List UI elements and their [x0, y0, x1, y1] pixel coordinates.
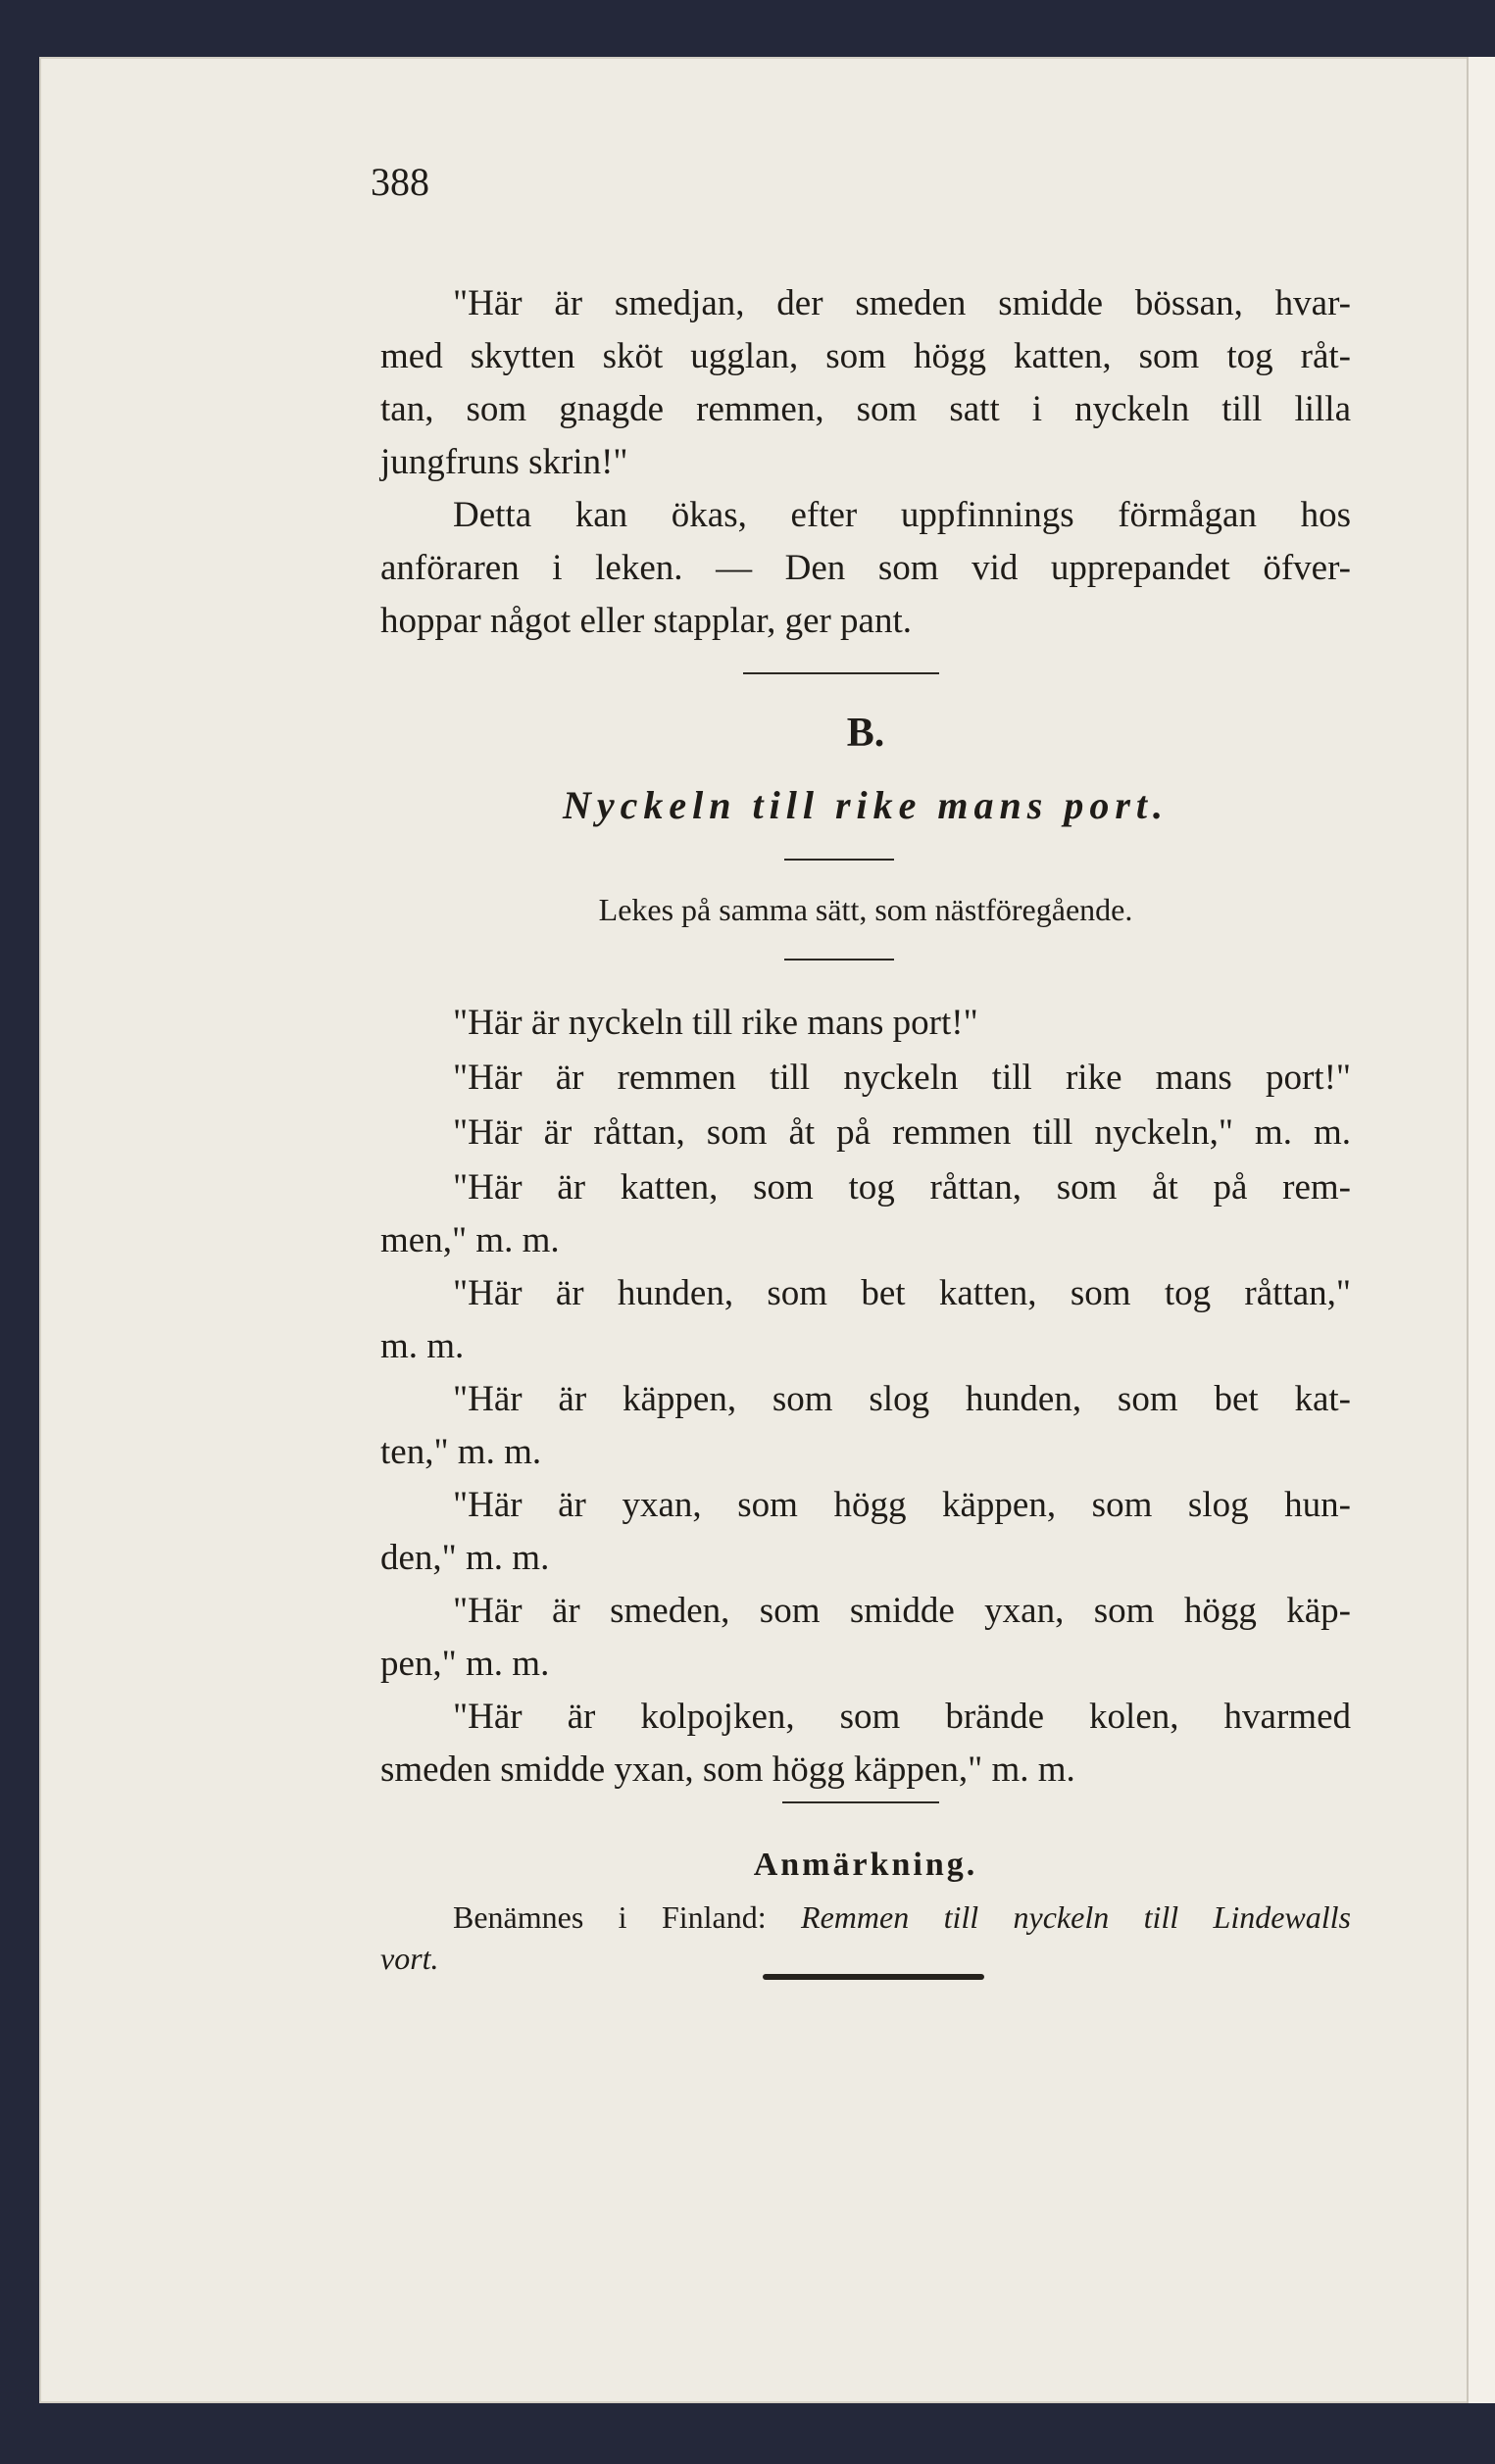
verse-line: "Här är remmen till nyckeln till rike mans port!": [453, 1058, 1351, 1098]
verse-line: pen," m. m.: [380, 1644, 550, 1684]
verse-line: den," m. m.: [380, 1538, 550, 1578]
paragraph-line: hoppar något eller stapplar, ger pant.: [380, 601, 913, 641]
divider: [784, 959, 894, 961]
paragraph-line: Detta kan ökas, efter uppfinnings förmågan hos: [453, 495, 1351, 535]
divider: [743, 672, 939, 674]
paragraph-line: med skytten sköt ugglan, som högg katten, som tog råt-: [380, 336, 1351, 376]
section-letter: B.: [846, 711, 885, 756]
end-ornament: [763, 1974, 984, 1980]
divider: [784, 859, 894, 861]
verse-line: "Här är kolpojken, som brände kolen, hvarmed: [453, 1697, 1351, 1737]
verse-line: m. m.: [380, 1326, 465, 1366]
verse-line: "Här är smeden, som smidde yxan, som högg käp-: [453, 1591, 1351, 1631]
note-line: [453, 1896, 1351, 1939]
note-heading: Anmärkning.: [753, 1847, 978, 1883]
verse-line: smeden smidde yxan, som högg käppen," m. m.: [380, 1749, 1075, 1790]
verse-line: "Här är råttan, som åt på remmen till nyckeln," m. m.: [453, 1112, 1351, 1153]
paragraph-line: anföraren i leken. — Den som vid upprepandet öfver-: [380, 548, 1351, 588]
verse-line: "Här är yxan, som högg käppen, som slog hun-: [453, 1485, 1351, 1525]
section-title: Nyckeln till rike mans port.: [563, 783, 1169, 827]
note-italic: Remmen till nyckeln till Lindewalls: [801, 1899, 1352, 1935]
intro-line: Lekes på samma sätt, som nästföregående.: [598, 892, 1133, 927]
note-lead: Benämnes i Finland:: [453, 1899, 767, 1935]
paragraph-line: jungfruns skrin!": [380, 442, 628, 482]
verse-line: "Här är nyckeln till rike mans port!": [453, 1003, 978, 1043]
paragraph-line: "Här är smedjan, der smeden smidde bössan, hvar-: [453, 283, 1351, 323]
note-italic-end: vort.: [380, 1941, 439, 1976]
verse-line: "Här är katten, som tog råttan, som åt på rem-: [453, 1167, 1351, 1207]
verse-line: ten," m. m.: [380, 1432, 542, 1472]
verse-line: "Här är käppen, som slog hunden, som bet kat-: [453, 1379, 1351, 1419]
paragraph-line: tan, som gnagde remmen, som satt i nyckeln till lilla: [380, 389, 1351, 429]
page-number: 388: [371, 160, 429, 204]
verse-line: men," m. m.: [380, 1220, 560, 1260]
verse-line: "Här är hunden, som bet katten, som tog råttan,": [453, 1273, 1351, 1313]
divider: [782, 1801, 939, 1803]
